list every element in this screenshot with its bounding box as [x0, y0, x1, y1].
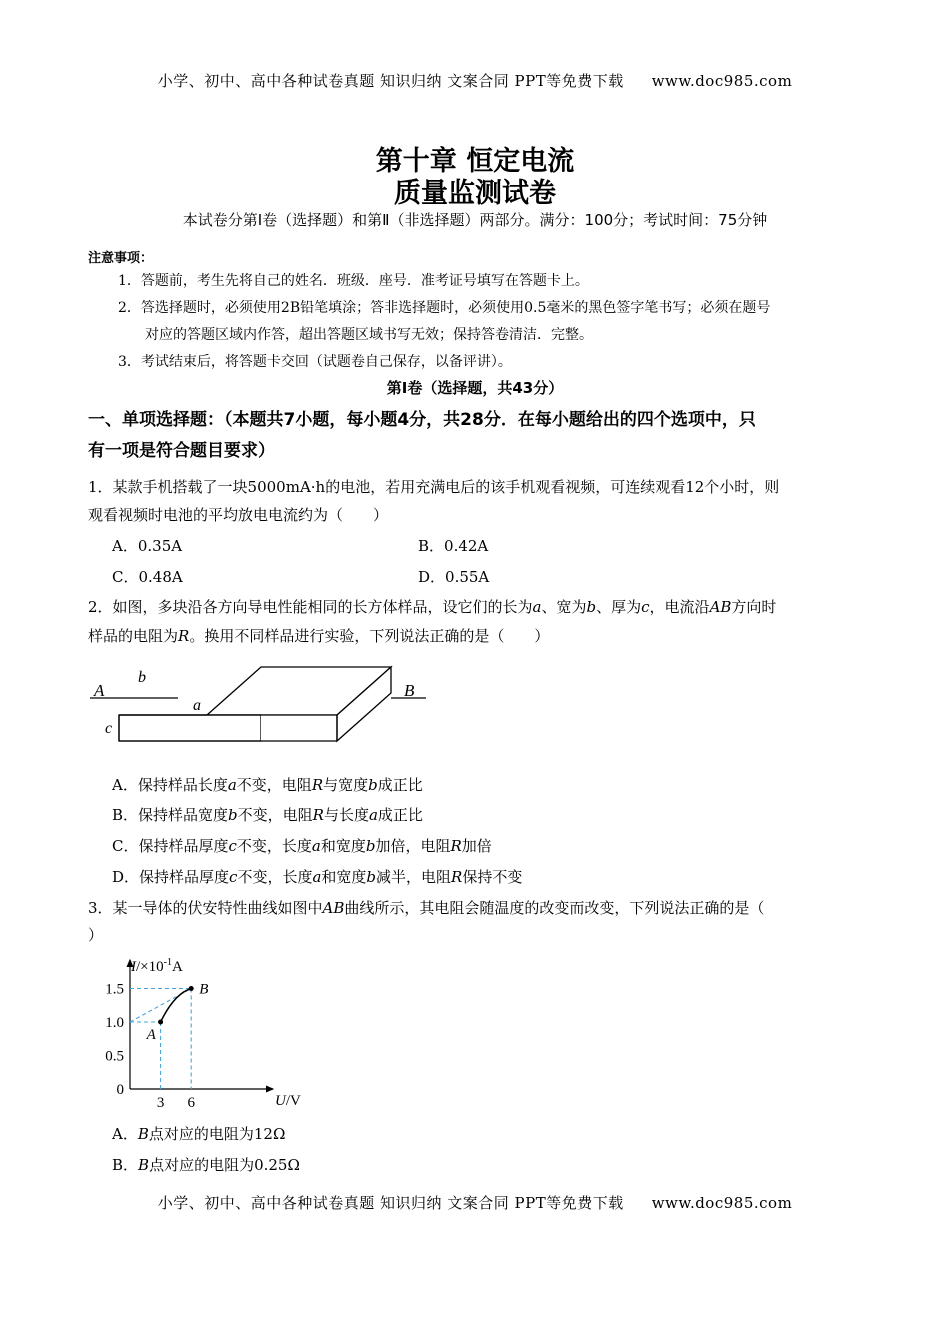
question-3-text: 3．某一导体的伏安特性曲线如图中AB曲线所示，其电阻会随温度的改变而改变，下列说法正确的是（	[88, 899, 765, 917]
block-front-face	[119, 715, 261, 741]
question-1-option-d: D．0.55A	[418, 568, 490, 586]
page-title: 第十章 恒定电流	[375, 146, 575, 177]
question-1-option-a: A．0.35A	[112, 537, 183, 555]
x-tick-label: 6	[187, 1095, 195, 1111]
question-1-option-b: B．0.42A	[418, 537, 489, 555]
question-1-text: 1．某款手机搭载了一块5000mA·h的电池，若用充满电后的该手机观看视频，可连续观看12个小时，则	[88, 478, 780, 496]
question-1-option-c: C．0.48A	[112, 568, 183, 586]
notice-item: 1．答题前，考生先将自己的姓名．班级．座号．准考证号填写在答题卡上。	[118, 273, 589, 289]
point-a-label: A	[146, 1027, 156, 1043]
question-2-option-a: A．保持样品长度a不变，电阻R与宽度b成正比	[112, 776, 423, 794]
part-heading: 一、单项选择题：（本题共7小题，每小题4分，共28分．在每小题给出的四个选项中，只	[88, 410, 756, 430]
section-heading: 第Ⅰ卷（选择题，共43分）	[386, 379, 564, 397]
block-figure	[86, 660, 415, 750]
header-text: 小学、初中、高中各种试卷真题 知识归纳 文案合同 PPT等免费下载	[157, 72, 624, 90]
notice-item: 2．答选择题时，必须使用2B铅笔填涂；答非选择题时，必须使用0.5毫米的黑色签字笔书写；必须在题号	[118, 300, 771, 316]
label-a-end: A	[94, 681, 105, 700]
notice-item: 对应的答题区域内作答，超出答题区域书写无效；保持答卷清洁．完整。	[145, 327, 593, 343]
exam-info: 本试卷分第Ⅰ卷（选择题）和第Ⅱ（非选择题）两部分。满分：100分；考试时间：75分钟	[182, 211, 768, 229]
y-axis-label: $I/\times 10^{-1}A$	[131, 957, 183, 975]
question-2-option-b: B．保持样品宽度b不变，电阻R与长度a成正比	[112, 806, 423, 824]
x-axis-label: U/V	[275, 1093, 301, 1109]
point-b-label: B	[199, 981, 209, 998]
y-tick-label: 1.0	[105, 1015, 124, 1031]
header-site: www.doc985.com	[651, 72, 793, 90]
question-3-option-a: A．B点对应的电阻为12Ω	[112, 1125, 286, 1143]
page-header	[0, 70, 950, 91]
ab-curve	[161, 989, 192, 1023]
question-2-option-d: D．保持样品厚度c不变，长度a和宽度b减半，电阻R保持不变	[112, 868, 523, 886]
x-tick-label: 3	[156, 1095, 165, 1111]
notice-item: 3．考试结束后，将答题卡交回（试题卷自己保存，以备评讲）。	[118, 354, 512, 370]
label-width: b	[138, 669, 146, 686]
label-length: a	[193, 697, 201, 714]
part-heading-line2: 有一项是符合题目要求）	[88, 441, 275, 461]
notice-heading: 注意事项：	[88, 251, 154, 266]
footer-text: 小学、初中、高中各种试卷真题 知识归纳 文案合同 PPT等免费下载	[157, 1194, 624, 1212]
page-footer	[0, 1192, 950, 1213]
question-2-option-c: C．保持样品厚度c不变，长度a和宽度b加倍，电阻R加倍	[112, 837, 492, 855]
y-tick-label: 1.5	[105, 981, 124, 998]
question-3-option-b: B．B点对应的电阻为0.25Ω	[112, 1156, 300, 1174]
question-2-text-line2: 样品的电阻为R。换用不同样品进行实验，下列说法正确的是（ ）	[88, 627, 550, 645]
y-tick-label: 0	[116, 1082, 124, 1098]
page-title-line2: 质量监测试卷	[394, 178, 556, 209]
question-1-text-line2: 观看视频时电池的平均放电电流约为（ ）	[88, 506, 389, 524]
question-2-text: 2．如图，多块沿各方向导电性能相同的长方体样品，设它们的长为a、宽为b、厚为c，电流沿AB方向时	[88, 598, 777, 616]
point-b	[189, 986, 194, 991]
label-b-end: B	[404, 681, 415, 700]
point-a	[158, 1020, 163, 1025]
footer-site: www.doc985.com	[651, 1194, 793, 1212]
y-tick-label: 0.5	[105, 1048, 124, 1065]
iv-graph	[95, 952, 325, 1117]
question-3-text-line2: ）	[88, 926, 104, 944]
label-thickness: c	[105, 720, 113, 737]
